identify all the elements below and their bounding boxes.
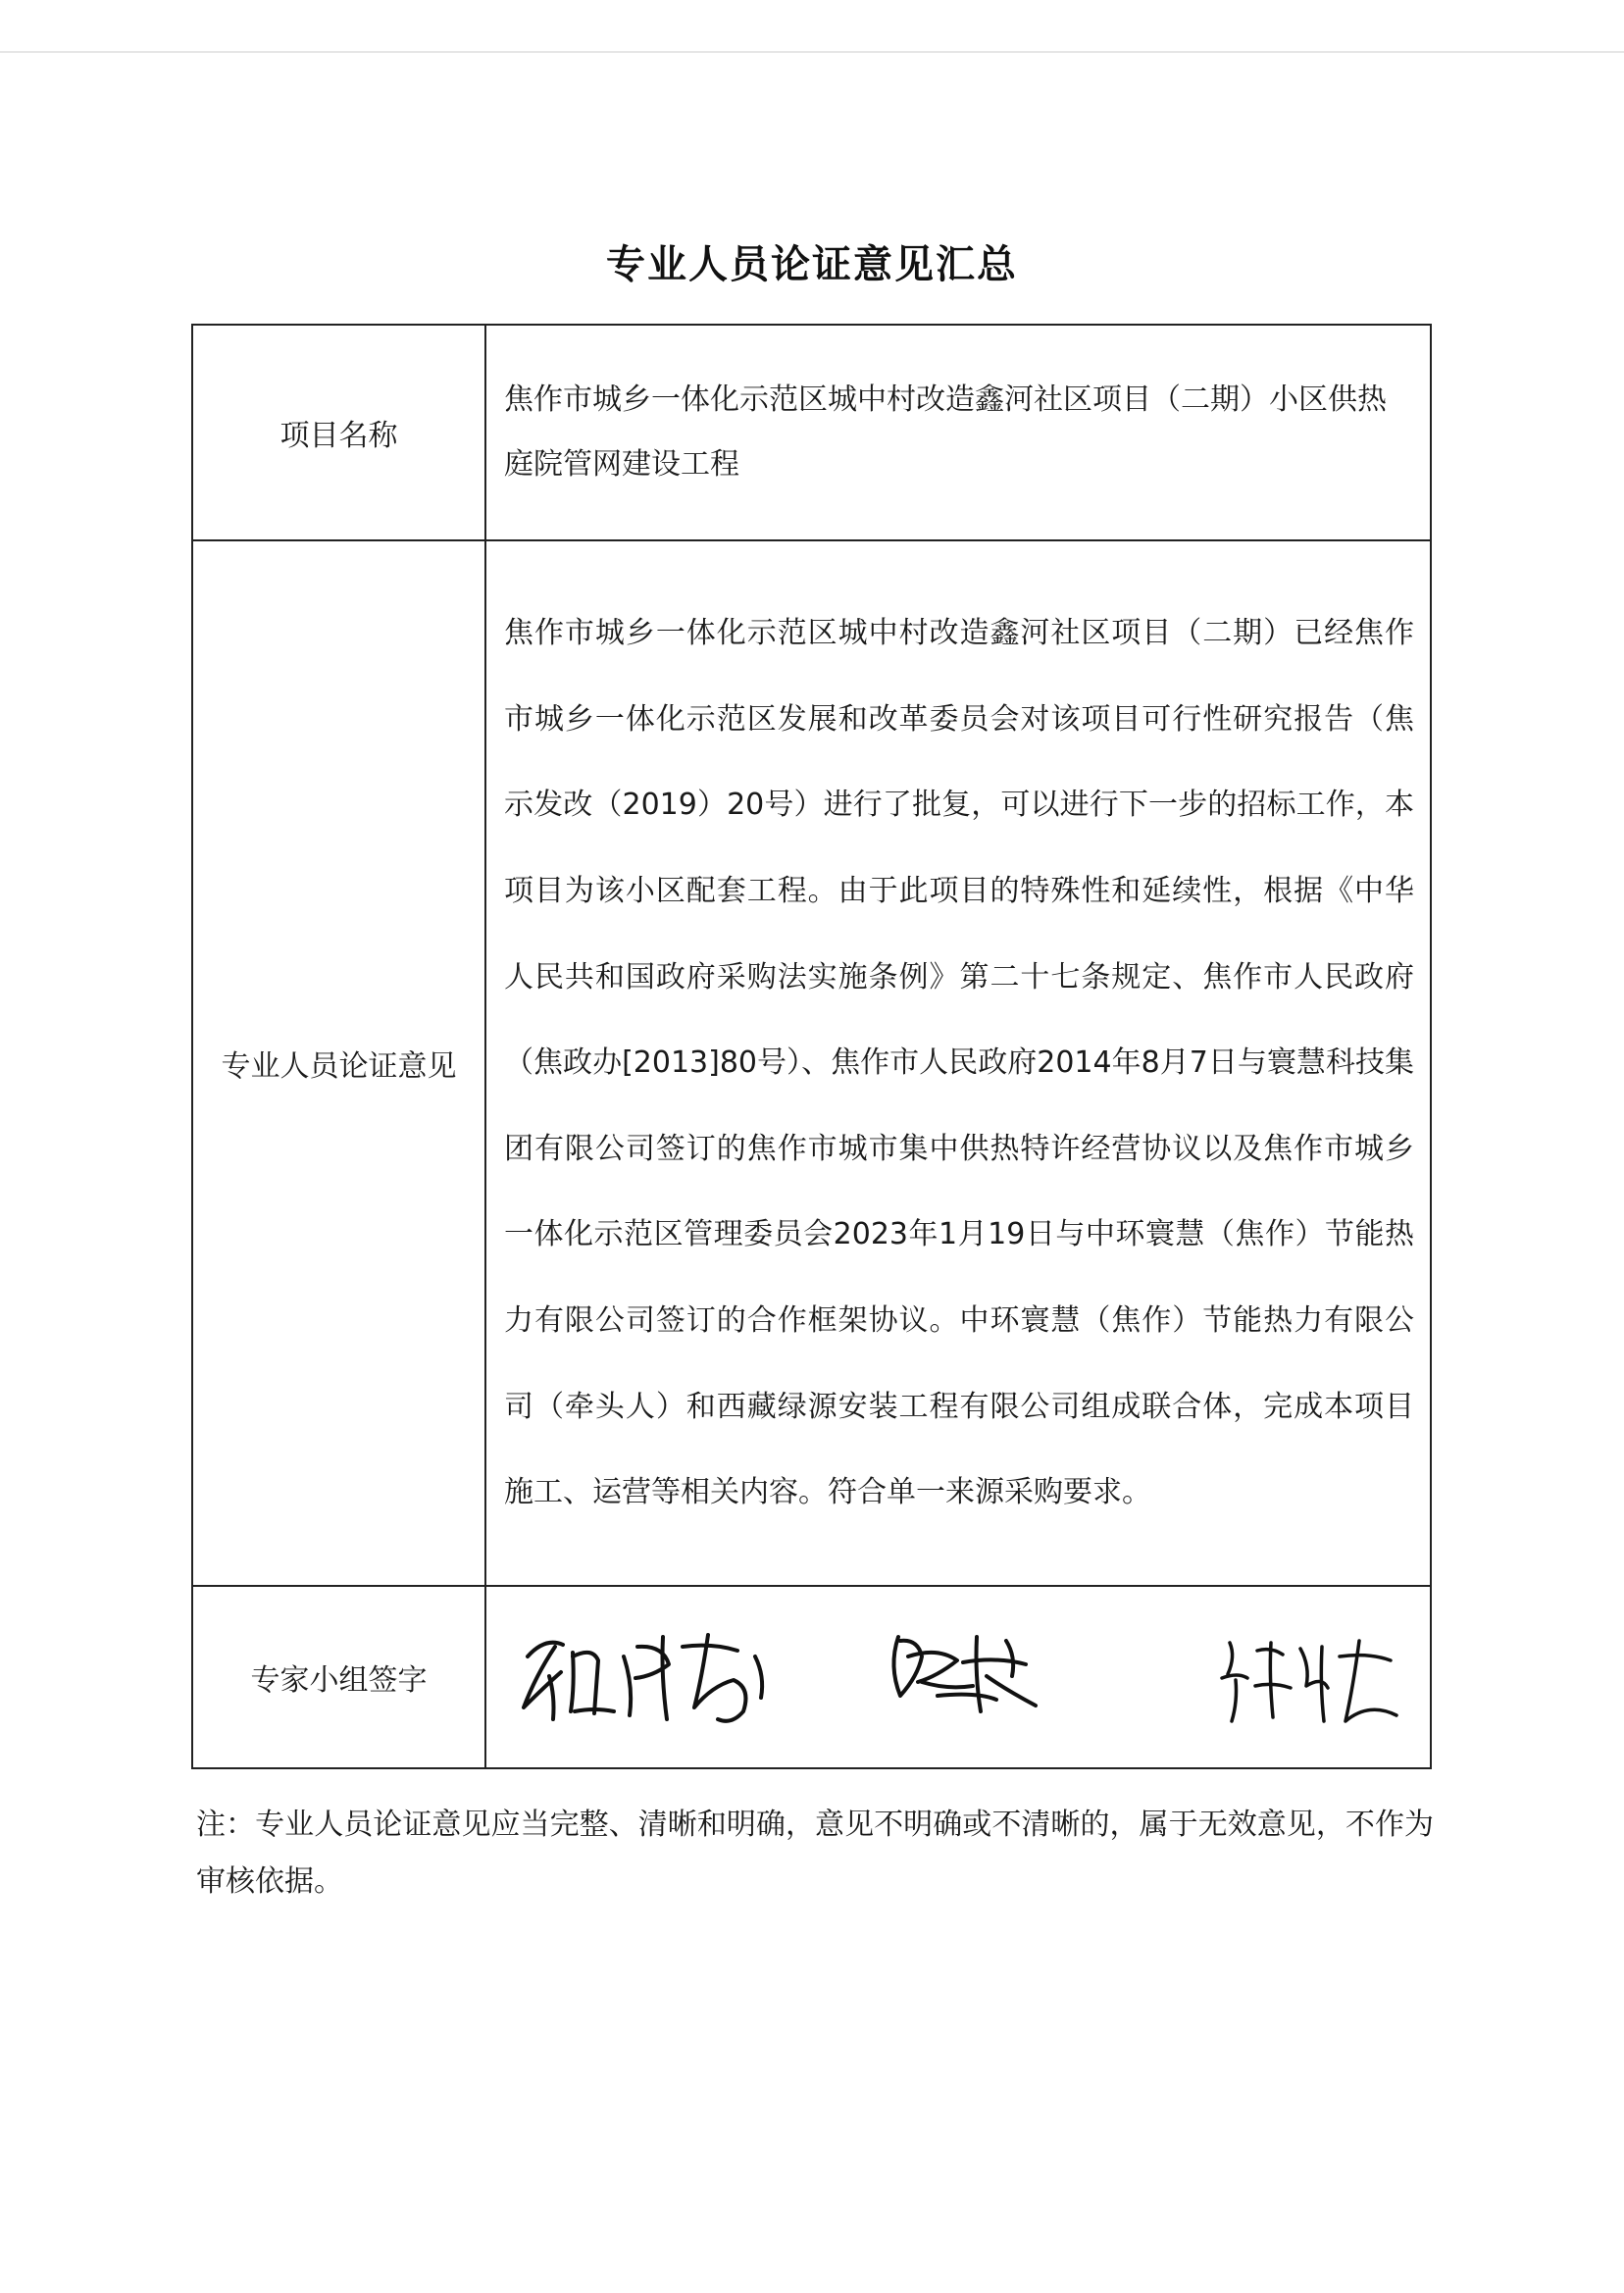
scan-edge-line [0,51,1624,53]
signature-area [486,1588,1430,1766]
signature-cell [485,1586,1431,1768]
signature-label: 专家小组签字 [192,1586,485,1768]
table-row-project-name [192,325,1431,540]
table-row-opinion [192,540,1431,1586]
handwritten-signature-2 [879,1617,1055,1725]
opinion-value: 焦作市城乡一体化示范区城中村改造鑫河社区项目（二期）已经焦作市城乡一体化示范区发展和改革委员会对该项目可行性研究报告（焦示发改（2019）20号）进行了批复，可以进行下一步的招标工作，本项目为该小区配套工程。由于此项目的特殊性和延续性，根据《中华人民共和国政府采购法实施条例》第二十七条规定、焦作市人民政府（焦政办[2013]80号）、焦作市人民政府2014年8月7日与寰慧科技集团有限公司签订的焦作市城市集中供热特许经营协议以及焦作市城乡一体化示范区管理委员会2023年1月19日与中环寰慧（焦作）节能热力有限公司签订的合作框架协议。中环寰慧（焦作）节能热力有限公司（牵头人）和西藏绿源安装工程有限公司组成联合体，完成本项目施工、运营等相关内容。符合单一来源采购要求。 [485,540,1431,1586]
table-row-signature [192,1586,1431,1768]
project-name-label: 项目名称 [192,325,485,540]
project-name-value: 焦作市城乡一体化示范区城中村改造鑫河社区项目（二期）小区供热庭院管网建设工程 [485,325,1431,540]
footnote: 注：专业人员论证意见应当完整、清晰和明确，意见不明确或不清晰的，属于无效意见，不作为审核依据。 [196,1808,1434,1899]
handwritten-signature-1 [516,1617,781,1735]
document-title: 专业人员论证意见汇总 [606,242,1018,287]
opinion-label: 专业人员论证意见 [192,540,485,1586]
review-table [191,324,1432,1769]
handwritten-signature-3 [1212,1627,1408,1735]
